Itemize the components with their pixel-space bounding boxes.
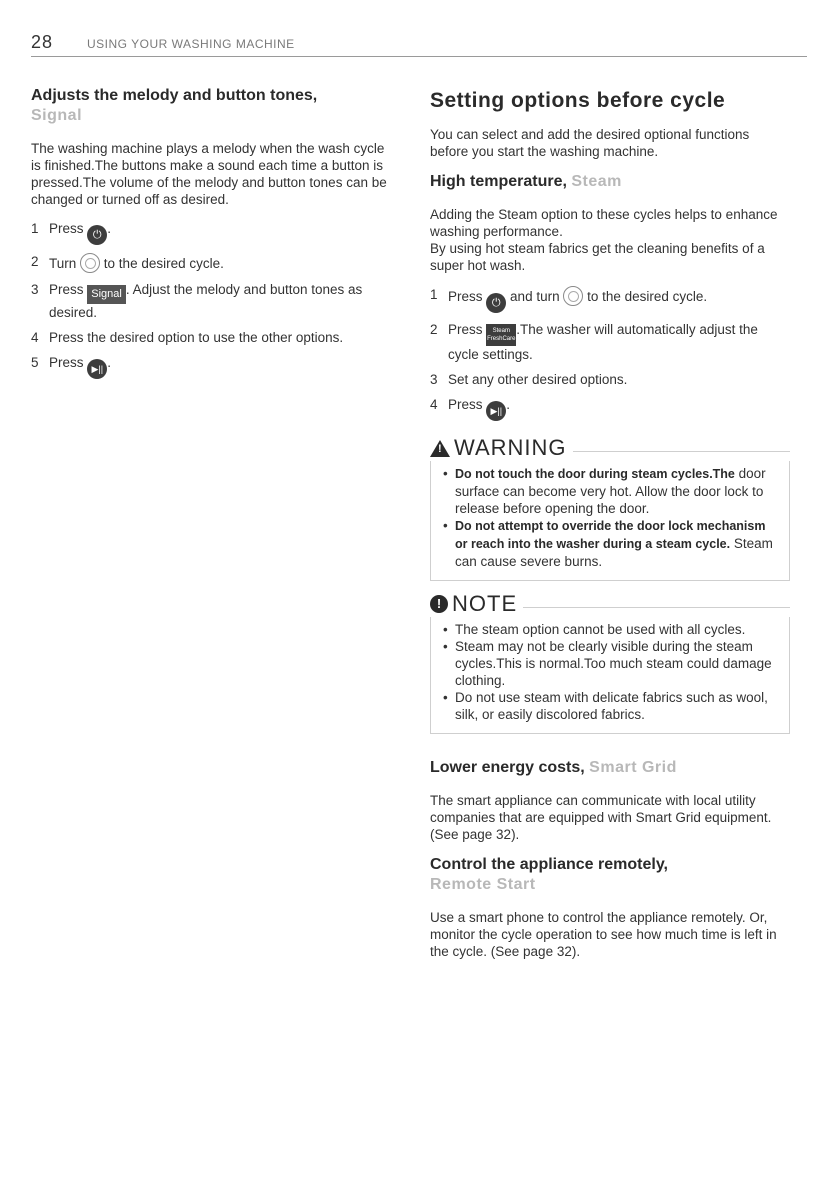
steam-step-4: 4 Press ▶|| . xyxy=(430,396,790,421)
note-label: NOTE xyxy=(452,591,518,616)
signal-button-icon: Signal xyxy=(87,285,126,304)
warning-box xyxy=(430,435,790,581)
signal-heading: Adjusts the melody and button tones, Signal xyxy=(31,87,318,124)
step-1: 1 Press ⏻ . xyxy=(31,220,391,245)
signal-steps xyxy=(31,220,391,379)
step-3: 3 Press Signal . Adjust the melody and button tones as desired. xyxy=(31,282,363,320)
signal-heading-gray: Signal xyxy=(31,107,83,124)
signal-intro: The washing machine plays a melody when the wash cycle is finished.The buttons make a sound each time a button is pressed.The volume of the melody and button tones can be changed or turned off as desired. xyxy=(31,141,387,207)
steam-p2: By using hot steam fabrics get the cleaning benefits of a super hot wash. xyxy=(430,241,765,273)
right-column xyxy=(430,88,790,972)
steam-button-icon: Steam FreshCare xyxy=(486,324,516,346)
steam-step-3: 3 Set any other desired options. xyxy=(430,372,628,387)
note-box xyxy=(430,591,790,734)
options-title: Setting options before cycle xyxy=(430,89,726,112)
page-header xyxy=(31,30,807,57)
page-number: 28 xyxy=(31,32,54,52)
smart-grid-text: The smart appliance can communicate with local utility companies that are equipped with Smart Grid equipment. (See page 32). xyxy=(430,793,772,842)
note-item: • Steam may not be clearly visible during the steam cycles.This is normal.Too much steam could damage clothing. xyxy=(443,638,777,689)
steam-p1: Adding the Steam option to these cycles helps to enhance washing performance. xyxy=(430,207,778,239)
steam-heading: High temperature, Steam xyxy=(430,173,622,190)
step-2: 2 Turn to the desired cycle. xyxy=(31,254,224,271)
note-item: • The steam option cannot be used with all cycles. xyxy=(443,621,777,638)
warning-item: • Do not touch the door during steam cycles.The door surface can become very hot. Allow the door lock to release before opening the door. xyxy=(443,465,777,517)
cycle-dial-icon xyxy=(563,286,583,306)
warning-item: • Do not attempt to override the door lock mechanism or reach into the washer during a steam cycle. Steam can cause severe burns. xyxy=(443,517,777,570)
step-4: 4 Press the desired option to use the other options. xyxy=(31,330,344,345)
smart-grid-heading: Lower energy costs, Smart Grid xyxy=(430,759,677,776)
step-5: 5 Press ▶|| . xyxy=(31,354,391,379)
remote-start-heading: Control the appliance remotely, Remote Start xyxy=(430,856,668,893)
cycle-dial-icon xyxy=(80,253,100,273)
warning-label: WARNING xyxy=(454,435,567,460)
note-item: • Do not use steam with delicate fabrics such as wool, silk, or easily discolored fabrics. xyxy=(443,689,777,723)
section-title: USING YOUR WASHING MACHINE xyxy=(87,37,295,51)
warning-icon xyxy=(430,440,450,457)
note-icon: ! xyxy=(430,595,448,613)
steam-steps xyxy=(430,286,790,421)
start-pause-icon: ▶|| xyxy=(486,401,506,421)
start-pause-icon: ▶|| xyxy=(87,359,107,379)
power-icon: ⏻ xyxy=(87,225,107,245)
steam-step-1: 1 Press ⏻ and turn to the desired cycle. xyxy=(430,286,790,313)
remote-start-text: Use a smart phone to control the appliance remotely. Or, monitor the cycle operation to see how much time is left in the cycle. (See page 32). xyxy=(430,910,777,959)
power-icon: ⏻ xyxy=(486,293,506,313)
options-intro: You can select and add the desired optional functions before you start the washing machine. xyxy=(430,127,750,159)
steam-step-2: 2 Press Steam FreshCare.The washer will automatically adjust the cycle settings. xyxy=(430,322,758,362)
left-column xyxy=(31,86,391,387)
